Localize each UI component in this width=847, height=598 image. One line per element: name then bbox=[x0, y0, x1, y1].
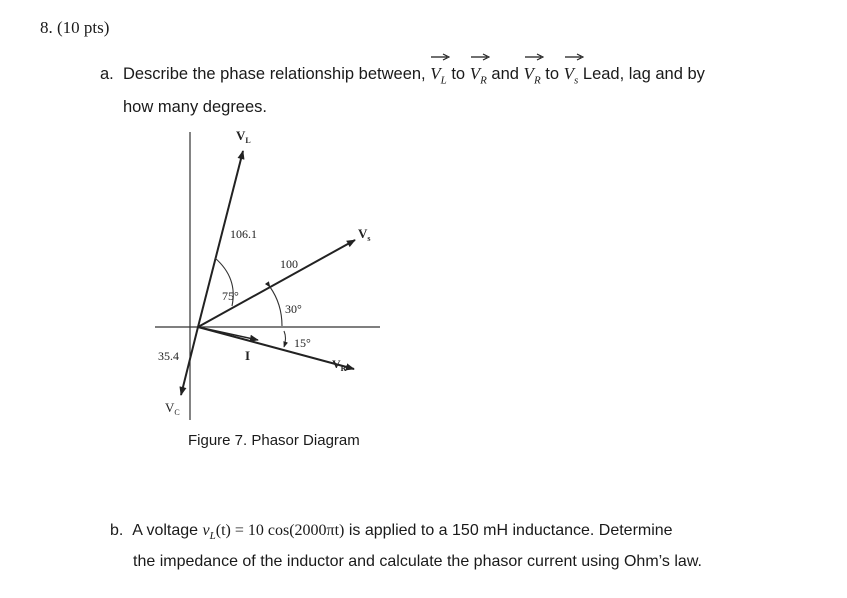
phasor-current-arrow bbox=[198, 327, 258, 340]
label-mag-vs: 100 bbox=[280, 257, 298, 271]
part-b-text-2: is applied to a 150 mH inductance. Determine bbox=[348, 522, 673, 539]
vector-vr: $V_R$ bbox=[470, 60, 487, 94]
part-b-prompt bbox=[110, 518, 702, 574]
part-a-text-3: and bbox=[491, 65, 519, 83]
question-header: 8. (10 pts) bbox=[40, 18, 110, 37]
part-a-text-2: to bbox=[451, 65, 466, 83]
figure-caption: Figure 7. Phasor Diagram bbox=[188, 432, 360, 449]
label-vl: $V_L$ bbox=[236, 128, 251, 145]
vector-vl: $V_L$ bbox=[430, 60, 447, 94]
label-vc: $V_C$ bbox=[165, 400, 180, 417]
label-mag-vl: 106.1 bbox=[230, 227, 257, 241]
label-angle-15: 15° bbox=[294, 336, 311, 350]
part-b-text-1: A voltage bbox=[132, 522, 199, 539]
angle-arc-30 bbox=[270, 287, 282, 326]
label-vs: $V_s$ bbox=[358, 226, 371, 243]
part-a-letter: a. bbox=[100, 65, 114, 83]
label-i: I bbox=[245, 348, 251, 363]
part-b-line-1 bbox=[110, 518, 702, 549]
part-a-line-2: how many degrees. bbox=[123, 98, 267, 117]
phasor-vr-arrow bbox=[198, 327, 354, 369]
part-a-text-1: Describe the phase relationship between, bbox=[122, 65, 426, 83]
vector-vr-2: $V_R$ bbox=[524, 60, 541, 94]
angle-arc-15 bbox=[284, 331, 286, 347]
phasor-vs-arrow bbox=[198, 240, 355, 327]
label-vr: $V_R$ bbox=[332, 357, 347, 373]
part-b-line-2: the impedance of the inductor and calculate the phasor current using Ohm’s law. bbox=[133, 553, 702, 571]
voltage-expression: $v_L(t) = 10$ cos(2000πt) bbox=[202, 522, 345, 543]
label-angle-30: 30° bbox=[285, 302, 302, 316]
part-a-text-4: to bbox=[545, 65, 560, 83]
vector-vs: $V_s$ bbox=[564, 60, 579, 94]
part-b-letter: b. bbox=[110, 522, 124, 539]
label-angle-75: 75° bbox=[222, 289, 239, 303]
part-a-text-5: Lead, lag and by bbox=[582, 65, 705, 83]
label-mag-vc: 35.4 bbox=[158, 349, 179, 363]
